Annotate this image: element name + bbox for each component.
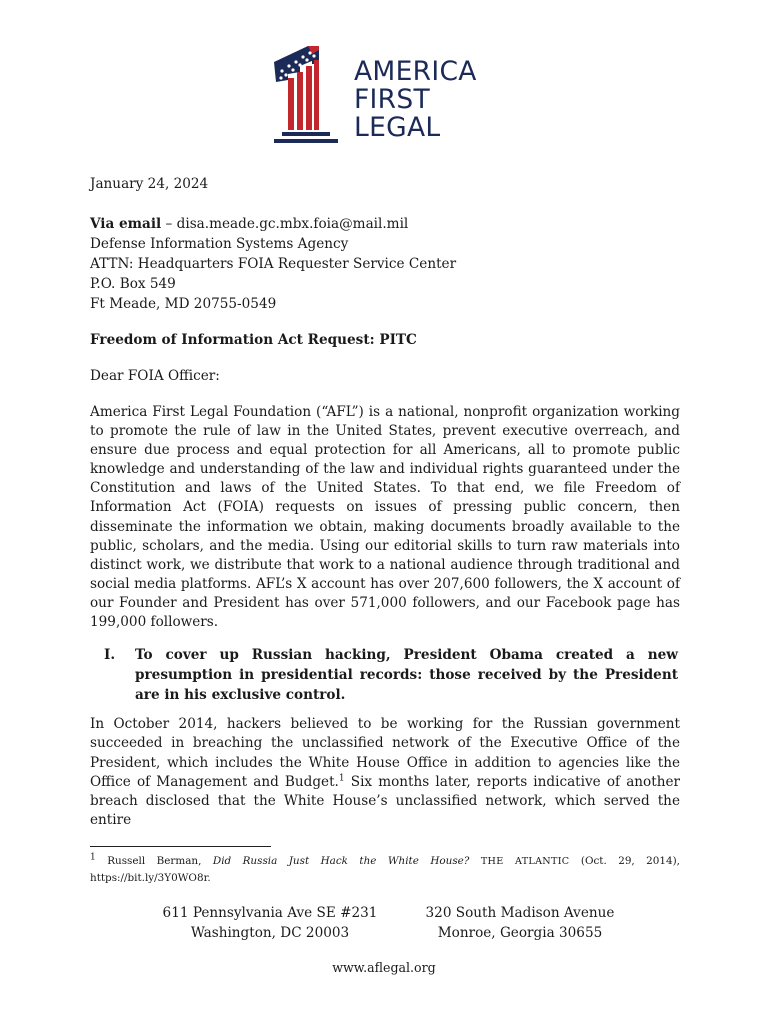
footnote-author: Russell Berman, (107, 855, 202, 867)
via-email-line (90, 214, 680, 234)
letter-date: January 24, 2024 (90, 176, 209, 192)
via-email-separator: – (161, 216, 177, 232)
logo-line-2: FIRST (354, 84, 430, 115)
salutation: Dear FOIA Officer: (90, 368, 220, 384)
body-paragraph-part-1: In October 2014, hackers believed to be working for the Russian government succeeded in breaching the unclassified network of the Executive Office of the President, which includes the White House Office in addition to agencies like the Office of Management and Budget. (90, 716, 680, 790)
footnote-number: 1 (90, 852, 96, 863)
via-email-label: Via email (90, 216, 162, 232)
recipient-email[interactable]: disa.meade.gc.mbx.foia@mail.mil (176, 216, 409, 232)
afl-logo-text (354, 58, 477, 142)
address-line: Ft Meade, MD 20755-0549 (90, 296, 277, 312)
footer-address-line: Monroe, Georgia 30655 (437, 925, 603, 941)
footnote-divider (90, 846, 271, 847)
footer-address-line: 611 Pennsylvania Ave SE #231 (162, 905, 378, 921)
body-paragraph-part-2: Six months later, reports indicative of another breach disclosed that the White House’s unclassified network, which served the entire (90, 773, 680, 829)
section-number: I. (104, 647, 116, 663)
afl-logo-mark-icon (270, 44, 346, 148)
footnote-reference[interactable]: 1 (338, 773, 345, 784)
recipient-address (90, 214, 680, 314)
footer-website-link[interactable]: www.aflegal.org (332, 960, 436, 975)
afl-logo (270, 44, 502, 148)
footnote (90, 853, 680, 886)
address-line: P.O. Box 549 (90, 276, 176, 292)
footer-address-dc (150, 903, 390, 943)
footnote-title: Did Russia Just Hack the White House? (212, 855, 470, 867)
footer-address-line: 320 South Madison Avenue (425, 905, 615, 921)
address-line: Defense Information Systems Agency (90, 236, 349, 252)
subject-line: Freedom of Information Act Request: PITC (90, 332, 417, 348)
footnote-citation: (Oct. 29, 2014), https://bit.ly/3Y0WO8r. (90, 855, 680, 884)
body-paragraph (90, 715, 680, 831)
intro-paragraph: America First Legal Foundation (“AFL”) is a national, nonprofit organization working to promote the rule of law in the United States, prevent executive overreach, and ensure due process and equal protection for all Americans, all to promote public knowledge and understanding of the law and individual rights guaranteed under the Constitution and laws of the United States. To that end, we file Freedom of Information Act (FOIA) requests on issues of pressing public concern, then disseminate the information we obtain, making documents broadly available to the public, scholars, and the media. Using our editorial skills to turn raw materials into distinct work, we distribute that work to a national audience through traditional and social media platforms. AFL’s X account has over 207,600 followers, the X account of our Founder and President has over 571,000 followers, and our Facebook page has 199,000 followers. (90, 404, 680, 631)
footnote-publication: THE ATLANTIC (480, 856, 570, 867)
logo-line-3: LEGAL (354, 112, 441, 143)
address-line: ATTN: Headquarters FOIA Requester Service Center (90, 256, 457, 272)
section-heading: To cover up Russian hacking, President Obama created a new presumption in presidential records: those received by the President are in his exclusive control. (135, 647, 678, 703)
logo-line-1: AMERICA (354, 56, 477, 87)
footer-address-georgia (400, 903, 640, 943)
footer-address-line: Washington, DC 20003 (190, 925, 350, 941)
